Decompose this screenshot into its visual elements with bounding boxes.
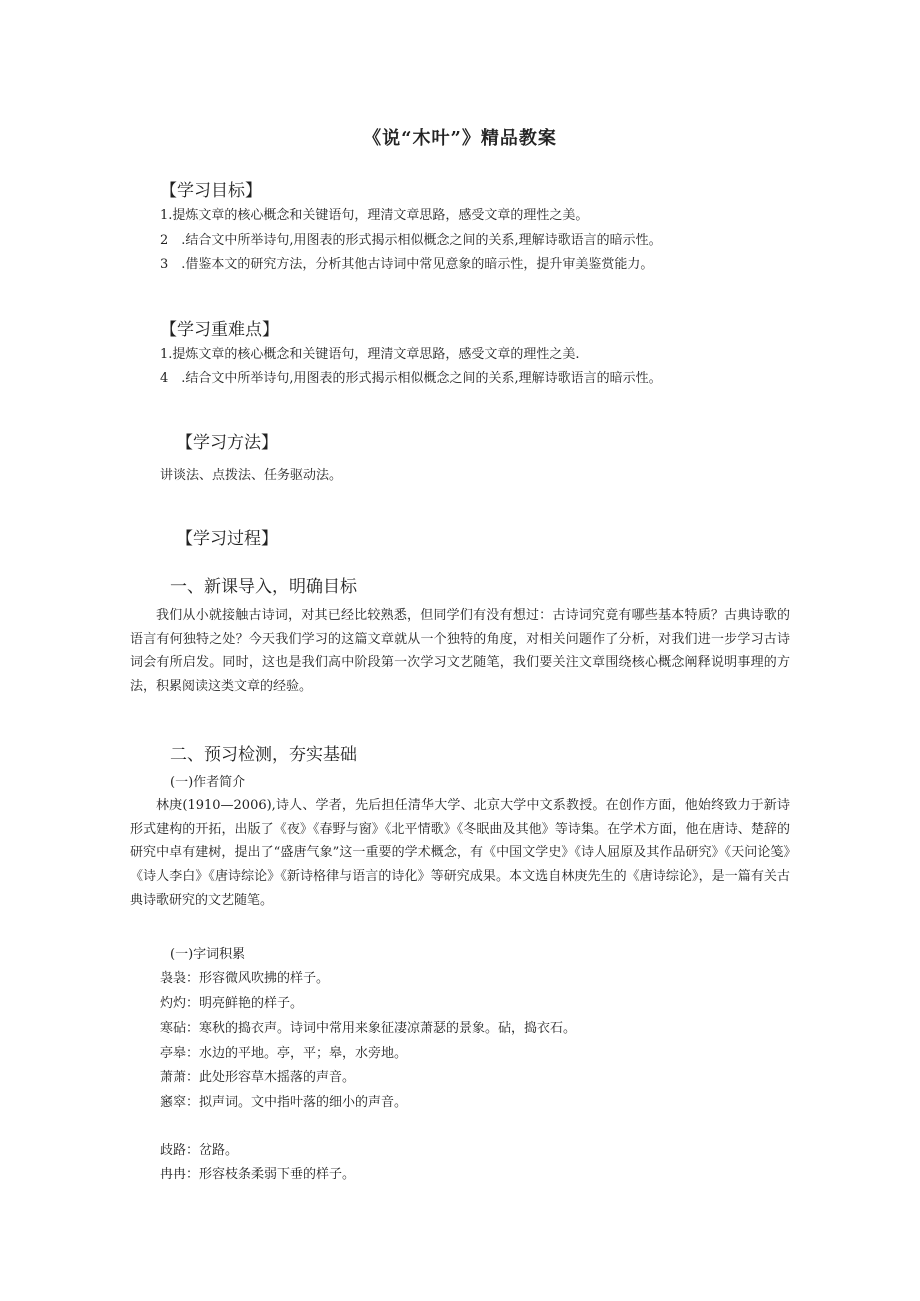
objectives-heading: 【学习目标】 [160, 181, 262, 201]
page-title: 《说“木叶”》精品教案 [363, 128, 557, 149]
key-point-item-1: 1.提炼文章的核心概念和关键语句，理清文章思路，感受文章的理性之美. [160, 347, 580, 362]
vocab-item: 窸窣：拟声词。文中指叶落的细小的声音。 [160, 1095, 408, 1110]
objective-item-3: 3 .借鉴本文的研究方法，分析其他古诗词中常见意象的暗示性，提升审美鉴赏能力。 [160, 257, 654, 272]
key-points-heading: 【学习重难点】 [160, 320, 279, 340]
process-heading: 【学习过程】 [176, 529, 278, 549]
section1-paragraph: 我们从小就接触古诗词，对其已经比较熟悉，但同学们有没有想过：古诗词究竟有哪些基本特质？古典诗歌的语言有何独特之处？今天我们学习的这篇文章就从一个独特的角度，对相关问题作了分析，对我们进一步学习古诗词会有所启发。同时，这也是我们高中阶段第一次学习文艺随笔，我们要关注文章围绕核心概念阐释说明事理的方法，积累阅读这类文章的经验。 [130, 608, 790, 695]
vocab-item: 亭皋：水边的平地。亭，平；皋，水旁地。 [160, 1046, 408, 1061]
methods-heading: 【学习方法】 [176, 433, 278, 453]
objective-item-1: 1.提炼文章的核心概念和关键语句，理清文章思路，感受文章的理性之美。 [160, 208, 589, 223]
vocab-item: 灼灼：明亮鲜艳的样子。 [160, 996, 304, 1011]
author-heading: (一)作者简介 [170, 775, 246, 790]
vocab-item: 歧路：岔路。 [160, 1143, 239, 1158]
vocab-item: 冉冉：形容枝条柔弱下垂的样子。 [160, 1167, 356, 1182]
objective-item-2: 2 .结合文中所举诗句,用图表的形式揭示相似概念之间的关系,理解诗歌语言的暗示性。 [160, 233, 662, 248]
vocab-item: 萧萧：此处形容草木摇落的声音。 [160, 1070, 356, 1085]
section2-heading: 二、预习检测，夯实基础 [170, 745, 357, 765]
section1-heading: 一、新课导入，明确目标 [170, 577, 357, 597]
key-point-item-2: 4 .结合文中所举诗句,用图表的形式揭示相似概念之间的关系,理解诗歌语言的暗示性。 [160, 371, 662, 386]
vocab-item: 寒砧：寒秋的捣衣声。诗词中常用来象征凄凉萧瑟的景象。砧，捣衣石。 [160, 1021, 577, 1036]
vocab-heading: (一)字词积累 [170, 947, 246, 962]
vocab-item: 袅袅：形容微风吹拂的样子。 [160, 971, 330, 986]
methods-text: 讲谈法、点拨法、任务驱动法。 [160, 468, 343, 483]
author-paragraph: 林庚(1910—2006),诗人、学者，先后担任清华大学、北京大学中文系教授。在创作方面，他始终致力于新诗形式建构的开拓，出版了《夜》《春野与窗》《北平情歌》《冬眠曲及其他》等诗集。在学术方面，他在唐诗、楚辞的研究中卓有建树，提出了“盛唐气象”这一重要的学术概念，有《中国文学史》《诗人屈原及其作品研究》《天问论笺》《诗人李白》《唐诗综论》《新诗格律与语言的诗化》等研究成果。本文选自林庚先生的《唐诗综论》，是一篇有关古典诗歌研究的文艺随笔。 [130, 798, 790, 908]
